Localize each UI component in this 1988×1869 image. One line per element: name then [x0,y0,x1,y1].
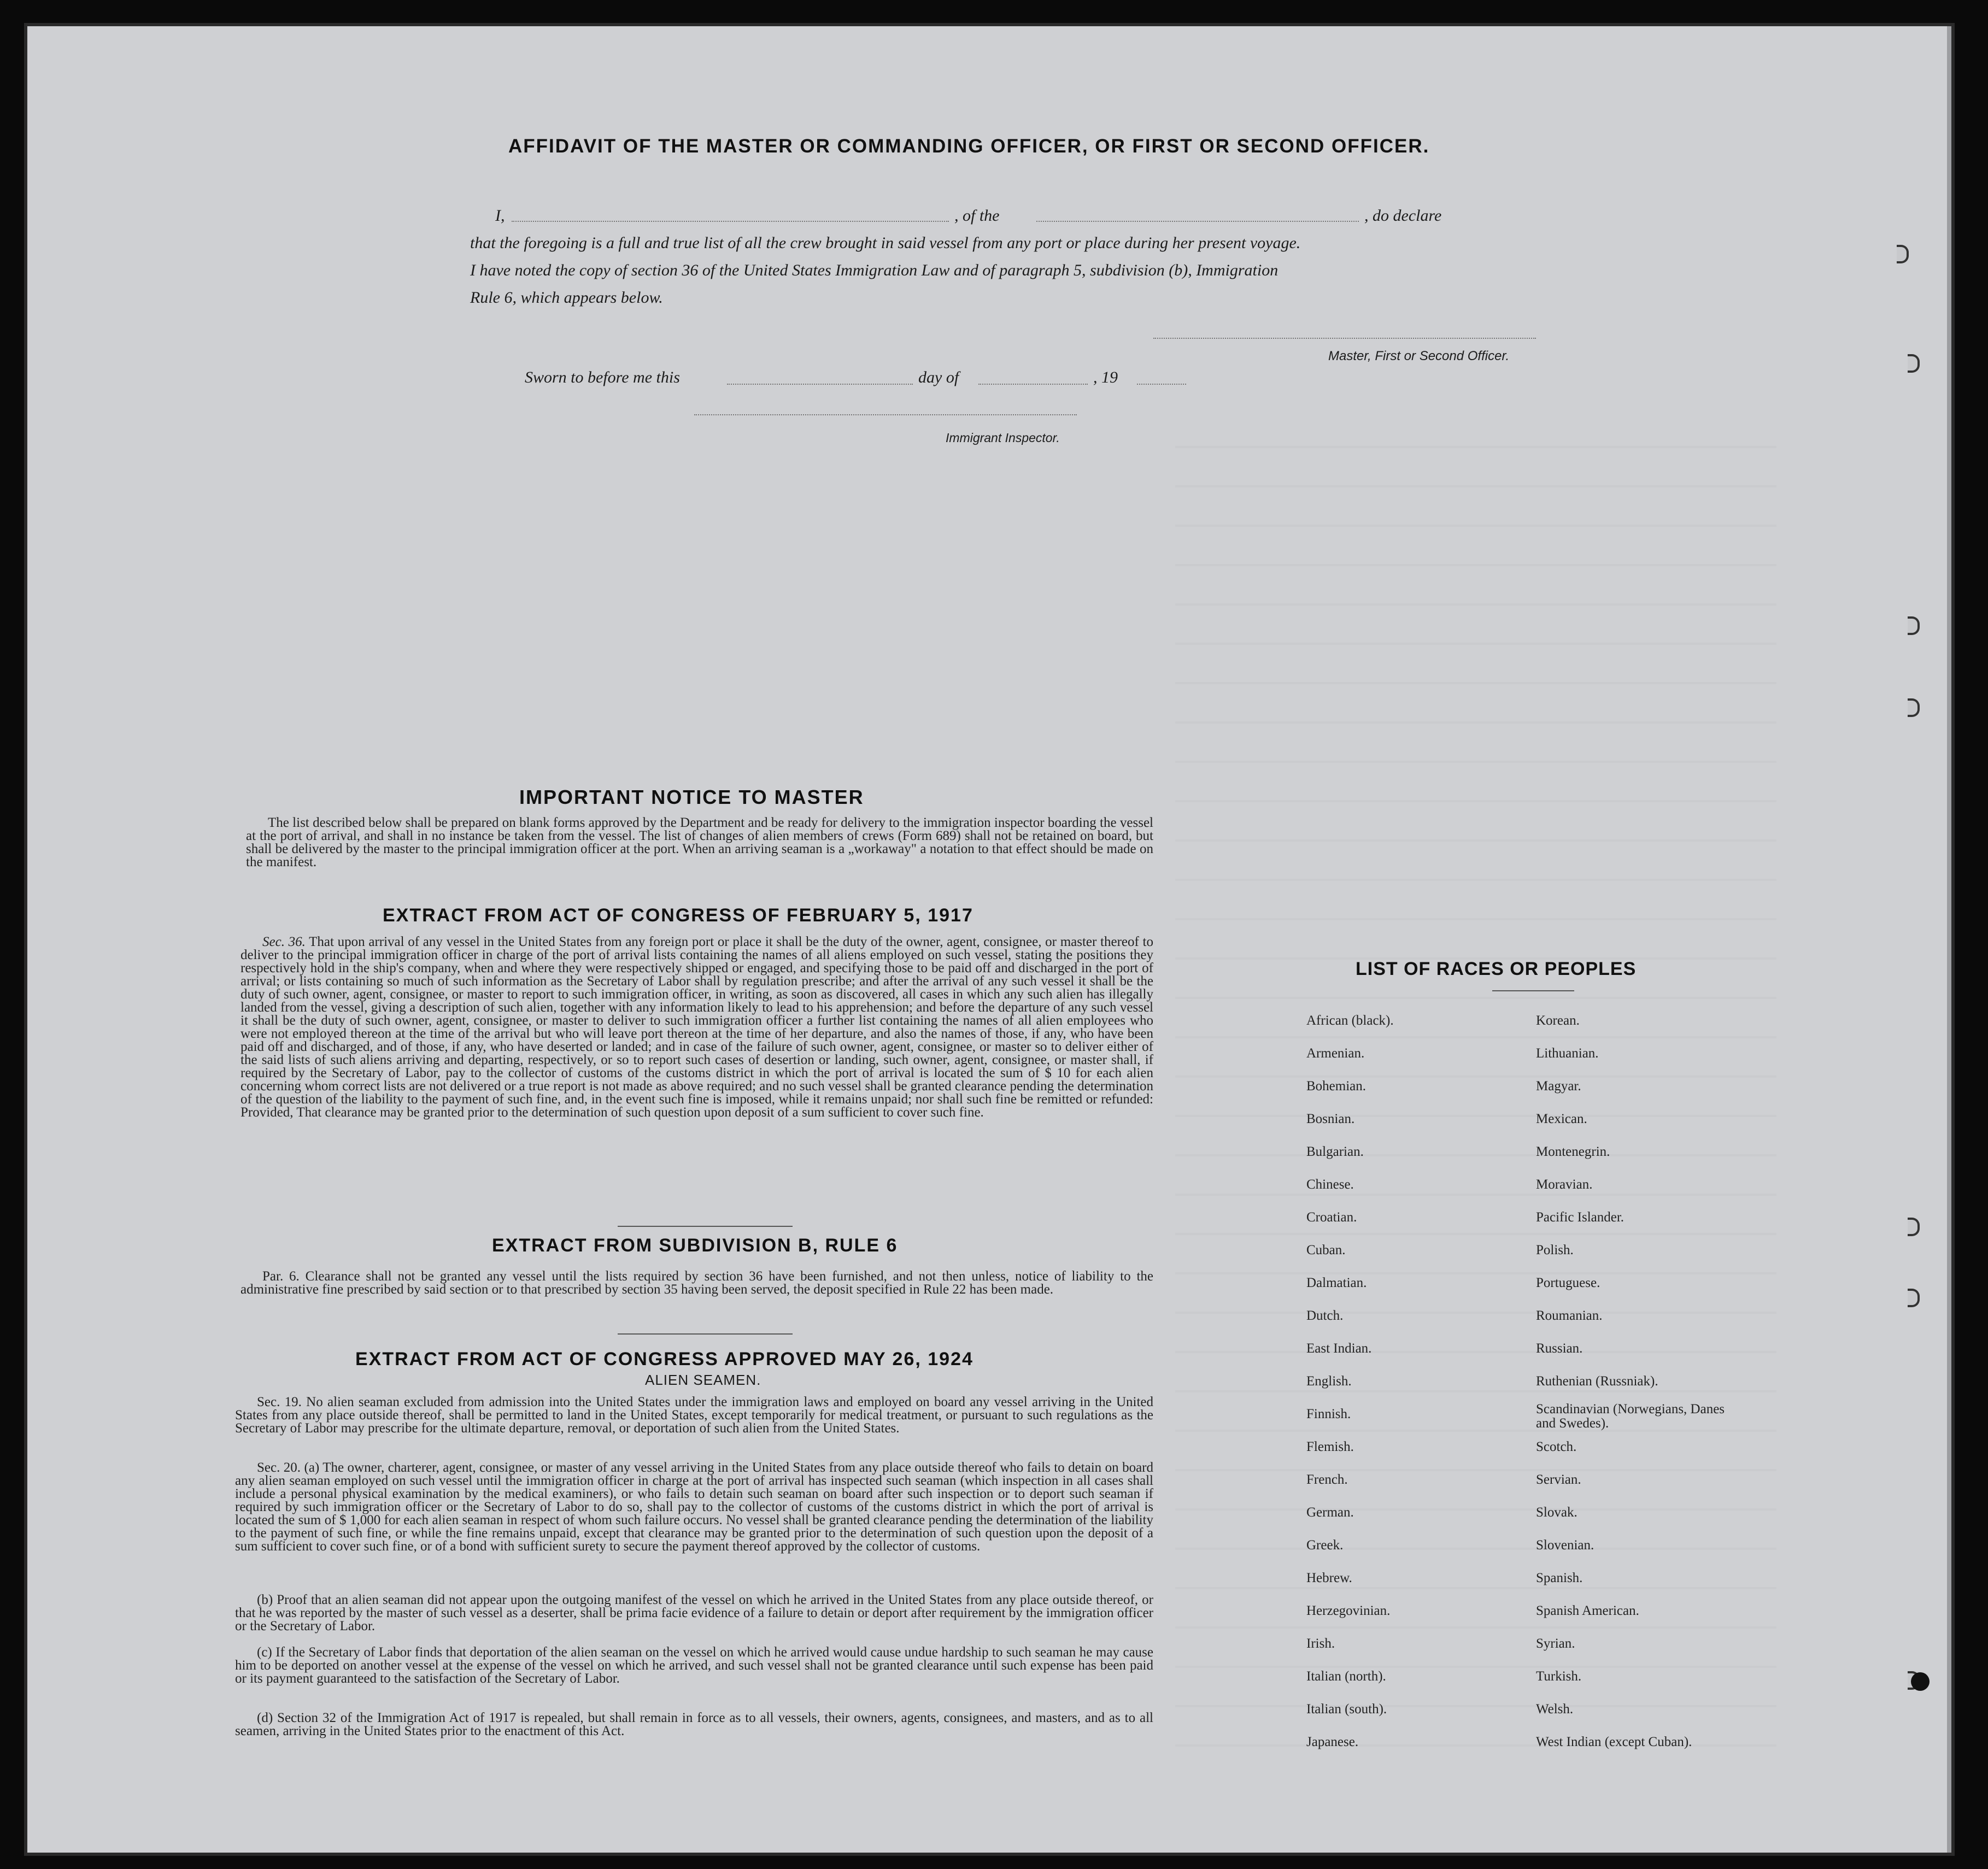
race-item: East Indian. [1306,1341,1372,1356]
year-label: , 19 [1093,368,1118,386]
race-item: Pacific Islander. [1536,1210,1625,1225]
races-title: LIST OF RACES OR PEOPLES [1356,959,1637,979]
act1924-sec19: Sec. 19. No alien seaman excluded from admission into the United States under the immigration laws and employed on board any vessel arriving in the United States from any place outside thereof, shall be permitted to land in the United States, except temporarily for medical treatment, or pursuant to such regulations as the Secretary of Labor may prescribe for the ultimate departure, removal, or deportation of such alien from the United States. [235,1395,1153,1436]
binder-hole-mark [1908,616,1920,635]
race-item: Portuguese. [1536,1276,1600,1290]
sworn-day-blank[interactable] [727,384,913,385]
race-item: Montenegrin. [1536,1144,1610,1159]
act1917-body [241,936,1153,1119]
race-item: Cuban. [1306,1243,1346,1257]
race-item: Bohemian. [1306,1079,1367,1094]
race-item: Moravian. [1536,1177,1593,1192]
notice-body: The list described below shall be prepared on blank forms approved by the Department and be ready for delivery to the immigration inspector boarding the vessel at the port of arrival, and shall in no instance be taken from the vessel. The list of changes of alien members of crews (Form 689) shall not be retained on board, but shall be delivered by the master to the principal immigration officer at the port. When an arriving seaman is a „workaway" a notation to that effect should be made on the manifest. [246,815,1153,869]
master-caption: Master, First or Second Officer. [1328,349,1510,363]
affidavit-line3: I have noted the copy of section 36 of the United States Immigration Law and of paragraph 5, subdivision (b), Immigration [470,261,1279,279]
race-item: Ruthenian (Russniak). [1536,1374,1658,1389]
do-declare-label: , do declare [1364,207,1442,225]
affidavit-line1 [473,207,1572,225]
race-item: Dutch. [1306,1308,1344,1323]
binder-hole-mark [1897,245,1909,263]
document-page [27,26,1951,1853]
i-label: I, [495,207,505,225]
race-item: Polish. [1536,1243,1574,1257]
race-item: Slovak. [1536,1505,1578,1520]
day-of-label: day of [918,368,959,386]
races-title-underline [1492,990,1574,991]
race-item: Servian. [1536,1472,1581,1487]
race-item: Irish. [1306,1636,1335,1651]
race-item: Herzegovinian. [1306,1603,1391,1618]
sworn-label: Sworn to before me this [525,368,680,386]
master-signature-blank[interactable] [1153,338,1536,339]
race-item: West Indian (except Cuban). [1536,1735,1692,1749]
sworn-year-blank[interactable] [1137,384,1186,385]
race-item: Greek. [1306,1538,1344,1553]
race-item: Armenian. [1306,1046,1365,1061]
race-item: Italian (south). [1306,1702,1387,1717]
sworn-line [525,368,1235,389]
race-item: Spanish. [1536,1571,1583,1585]
binder-hole-mark [1908,1218,1920,1236]
race-item: Finnish. [1306,1407,1351,1421]
affidavit-line2: that the foregoing is a full and true list of all the crew brought in said vessel from any port or place during her present voyage. [470,234,1301,252]
race-item: Bulgarian. [1306,1144,1364,1159]
race-item: Syrian. [1536,1636,1575,1651]
act1917-section-label: Sec. 36. [262,935,306,949]
race-item: Italian (north). [1306,1669,1386,1684]
race-item: German. [1306,1505,1354,1520]
binder-hole [1911,1672,1930,1691]
inspector-caption: Immigrant Inspector. [946,431,1060,445]
race-item: Flemish. [1306,1439,1354,1454]
race-item: Croatian. [1306,1210,1357,1225]
race-item: Slovenian. [1536,1538,1594,1553]
act1924-sec20a: Sec. 20. (a) The owner, charterer, agent, consignee, or master of any vessel arriving in the United States from any place outside thereof who fails to detain on board any alien seaman employed on such vessel until the immigration officer in charge at the port of arrival has inspected such seaman (which inspection in all cases shall include a personal physical examination by the medical examiners), or who fails to detain such seaman on board after such inspection or to deport such seaman if required by such immigration officer or the Secretary of Labor to do so, shall pay to the collector of customs of the customs district in which the port of arrival is located the sum of $ 1,000 for each alien seaman in respect of whom such failure occurs. No vessel shall be granted clearance pending the determination of the liability to the payment of such fine, or while the fine remains unpaid, except that clearance may be granted prior to the determination of such question upon the deposit of a sum sufficient to cover such fine, or of a bond with sufficient surety to secure the payment thereof approved by the collector of customs. [235,1460,1153,1554]
races-right-column [1536,1004,1744,1759]
divider-2 [618,1333,793,1335]
act1924-subtitle: ALIEN SEAMEN. [645,1372,761,1388]
act1924-sec20c: (c) If the Secretary of Labor finds that deportation of the alien seaman on the vessel on which he arrived would cause undue hardship to such seaman he may cause him to be deported on another vessel at the expense of the vessel on which he arrived, and such vessel shall not be granted clearance until such expense has been paid or its payment guaranteed to the satisfaction of the Secretary of Labor. [235,1645,1153,1686]
inspector-signature-blank[interactable] [694,414,1077,415]
affidavit-title: AFFIDAVIT OF THE MASTER OR COMMANDING OFFICER, OR FIRST OR SECOND OFFICER. [508,136,1430,157]
notice-title: IMPORTANT NOTICE TO MASTER [519,786,864,808]
rule6-title: EXTRACT FROM SUBDIVISION B, RULE 6 [492,1235,898,1256]
act1924-sec20d: (d) Section 32 of the Immigration Act of 1917 is repealed, but shall remain in force as to all vessels, their owners, agents, consignees, and masters, and as to all seamen, arriving in the United States prior to the enactment of this Act. [235,1711,1153,1738]
race-item: English. [1306,1374,1352,1389]
page-edge [1947,26,1951,1853]
race-item: Welsh. [1536,1702,1574,1717]
race-item: Chinese. [1306,1177,1354,1192]
race-item: Hebrew. [1306,1571,1352,1585]
divider-1 [618,1226,793,1227]
binder-hole-mark [1908,1289,1920,1307]
sworn-month-blank[interactable] [978,384,1088,385]
race-item: French. [1306,1472,1348,1487]
act1924-sec20b: (b) Proof that an alien seaman did not appear upon the outgoing manifest of the vessel on which he arrived in the United States from any place outside thereof, or that he was reported by the master of such vessel as a deserter, shall be prima facie evidence of a failure to detain or deport after requirement by the immigration officer or the Secretary of Labor. [235,1592,1153,1633]
race-item: African (black). [1306,1013,1394,1028]
binder-hole-mark [1908,354,1920,373]
race-item: Bosnian. [1306,1112,1355,1126]
affidavit-line4: Rule 6, which appears below. [470,289,663,307]
race-item: Spanish American. [1536,1603,1639,1618]
vessel-blank[interactable] [1036,221,1359,222]
race-item: Mexican. [1536,1112,1587,1126]
race-item: Magyar. [1536,1079,1581,1094]
act1917-text: That upon arrival of any vessel in the United States from any foreign port or place it shall be the duty of the owner, agent, consignee, or master thereof to deliver to the principal immigration officer in charge of the port of arrival lists containing the names of all aliens employed on such vessel, stating the positions they respectively hold in the ship's company, when and where they were respectively shipped or engaged, and specifying those to be paid off and discharged in the port of arrival; or lists containing so much of such information as the Secretary of Labor shall by regulation prescribe; and after the arrival of any such vessel it shall be the duty of such owner, agent, consignee, or master to report to such immigration officer, in writing, as soon as discovered, all cases in which any such alien has illegally landed from the vessel, giving a description of such alien, together with any information likely to lead to his apprehension; and before the departure of any such vessel it shall be the duty of such owner, agent, consignee, or master to deliver to such immigration officer a further list containing the names of all alien employees who were not employed thereon at the time of the arrival but who will leave port thereon at the time of her departure, and also the names of those, if any, who have been paid off and discharged, and of those, if any, who have deserted or landed; and in case of the failure of such owner, agent, consignee, or master so to deliver either of the said lists of such aliens arriving and departing, respectively, or so to report such cases of desertion or landing, such owner, agent, consignee, or master shall, if required by the Secretary of Labor, pay to the collector of customs of the customs district in which the port of arrival is located the sum of $ 10 for each alien concerning whom correct lists are not delivered or a true report is not made as above required; and no such vessel shall be granted clearance pending the determination of the question of the liability to the payment of such fine, and, in the event such fine is imposed, while it remains unpaid; nor shall such fine be remitted or refunded: Provided, That clearance may be granted prior to the determination of such question upon deposit of a sum sufficient to cover such fine. [241,935,1153,1120]
act1924-title: EXTRACT FROM ACT OF CONGRESS APPROVED MAY 26, 1924 [355,1349,974,1370]
race-item: Russian. [1536,1341,1583,1356]
race-item: Scotch. [1536,1439,1577,1454]
act1917-title: EXTRACT FROM ACT OF CONGRESS OF FEBRUARY 5, 1917 [383,905,974,926]
race-item: Dalmatian. [1306,1276,1367,1290]
race-item: Scandinavian (Norwegians, Danes and Swedes). [1536,1402,1725,1431]
binder-hole-mark [1908,698,1920,717]
name-blank[interactable] [512,221,949,222]
rule6-body: Par. 6. Clearance shall not be granted any vessel until the lists required by section 36 have been furnished, and not then unless, notice of liability to the administrative fine prescribed by said section or to that prescribed by section 35 having been served, the deposit specified in Rule 22 has been made. [241,1269,1153,1297]
race-item: Japanese. [1306,1735,1359,1749]
race-item: Lithuanian. [1536,1046,1599,1061]
race-item: Roumanian. [1536,1308,1603,1323]
race-item: Korean. [1536,1013,1580,1028]
race-item: Turkish. [1536,1669,1582,1684]
races-left-column [1306,1004,1394,1759]
of-the-label: , of the [954,207,1000,225]
